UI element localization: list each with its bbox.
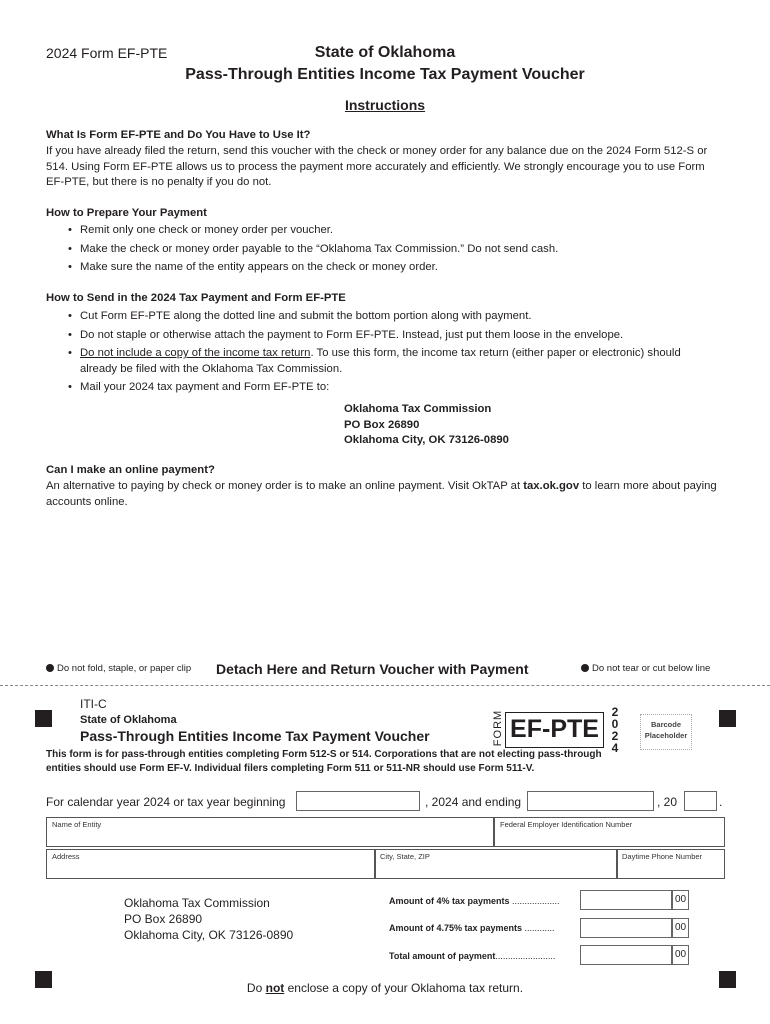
tax-year-end-input[interactable] bbox=[527, 791, 654, 811]
tax-year-century: , 20 bbox=[657, 795, 678, 809]
form-name-box bbox=[505, 712, 604, 748]
tax-year-label: For calendar year 2024 or tax year beginning bbox=[46, 795, 286, 809]
amount-total-input[interactable] bbox=[580, 945, 672, 965]
registration-mark bbox=[35, 710, 52, 727]
address-field[interactable] bbox=[46, 849, 375, 879]
online-heading: Can I make an online payment? bbox=[46, 464, 215, 476]
entity-name-label: Name of Entity bbox=[52, 820, 102, 829]
amount-4-cents[interactable]: 00 bbox=[672, 890, 689, 910]
voucher-title: Pass-Through Entities Income Tax Payment Voucher bbox=[80, 728, 430, 744]
list-item: • Do not staple or otherwise attach the payment to Form EF-PTE. Instead, just put them loose in the envelope. bbox=[68, 328, 624, 341]
list-item: • Make sure the name of the entity appears on the check or money order. bbox=[68, 261, 438, 273]
registration-mark bbox=[719, 710, 736, 727]
tax-year-suffix-input[interactable] bbox=[684, 791, 717, 811]
form-year: 2 0 2 4 bbox=[611, 705, 619, 755]
voucher-code: ITI-C bbox=[80, 697, 107, 711]
page-title: Pass-Through Entities Income Tax Payment Voucher bbox=[185, 66, 585, 83]
amount-4-input[interactable] bbox=[580, 890, 672, 910]
form-id: 2024 Form EF-PTE bbox=[46, 45, 168, 61]
prepare-heading: How to Prepare Your Payment bbox=[46, 207, 207, 219]
phone-label: Daytime Phone Number bbox=[622, 852, 703, 861]
what-is-heading: What Is Form EF-PTE and Do You Have to Use It? bbox=[46, 129, 311, 141]
voucher-notice: This form is for pass-through entities completing Form 512-S or 514. Corporations that are not electing pass-through entities should use Form EF-V. Individual filers completing Form 511 or 511-NR should use Form 511-V. bbox=[46, 749, 602, 774]
amount-total-label: Total amount of payment........................ bbox=[389, 951, 556, 961]
voucher-state: State of Oklahoma bbox=[80, 714, 177, 726]
detach-left-note: Do not fold, staple, or paper clip bbox=[46, 663, 191, 674]
send-list bbox=[46, 309, 726, 399]
prepare-list bbox=[46, 223, 726, 279]
amount-total-cents[interactable]: 00 bbox=[672, 945, 689, 965]
what-is-text: If you have already filed the return, send this voucher with the check or money order for any balance due on the 2024 Form 512-S or 514. Using Form EF-PTE allows us to process the payment more accurately and efficiently. We strongly encourage you to use Form EF-PTE, but there is no penalty if you do not. bbox=[46, 145, 708, 188]
amount-475-cents[interactable]: 00 bbox=[672, 918, 689, 938]
fein-label: Federal Employer Identification Number bbox=[500, 820, 633, 829]
instructions-heading: Instructions bbox=[344, 97, 426, 113]
city-state-zip-label: City, State, ZIP bbox=[380, 852, 430, 861]
entity-name-field[interactable] bbox=[46, 817, 494, 847]
bullet-icon bbox=[46, 664, 54, 672]
list-item: • Remit only one check or money order per voucher. bbox=[68, 224, 334, 236]
list-item: • Cut Form EF-PTE along the dotted line and submit the bottom portion along with payment. bbox=[68, 310, 532, 322]
voucher-mail-address: Oklahoma Tax Commission PO Box 26890 Oklahoma City, OK 73126-0890 bbox=[124, 896, 294, 942]
mailing-address: Oklahoma Tax Commission PO Box 26890 Oklahoma City, OK 73126-0890 bbox=[344, 403, 509, 446]
form-word: FORM bbox=[492, 709, 504, 747]
detach-right-note: Do not tear or cut below line bbox=[581, 663, 710, 674]
bullet-icon bbox=[581, 664, 589, 672]
barcode-placeholder: Barcode Placeholder bbox=[640, 714, 692, 750]
page-state: State of Oklahoma bbox=[314, 44, 456, 61]
cut-line bbox=[0, 685, 770, 686]
form-name: EF-PTE bbox=[510, 715, 599, 743]
amount-475-input[interactable] bbox=[580, 918, 672, 938]
amount-475-label: Amount of 4.75% tax payments ............ bbox=[389, 923, 555, 933]
list-item: • Mail your 2024 tax payment and Form EF-PTE to: bbox=[68, 381, 330, 393]
voucher-footer: Do not enclose a copy of your Oklahoma tax return. bbox=[246, 981, 524, 995]
online-link[interactable]: tax.ok.gov bbox=[523, 480, 580, 492]
detach-heading: Detach Here and Return Voucher with Payment bbox=[216, 661, 529, 677]
tax-year-period: . bbox=[719, 795, 723, 809]
send-heading: How to Send in the 2024 Tax Payment and Form EF-PTE bbox=[46, 292, 346, 304]
list-item: • Make the check or money order payable to the “Oklahoma Tax Commission.” Do not send cash. bbox=[68, 242, 559, 255]
list-item: • Do not include a copy of the income tax return. To use this form, the income tax return (either paper or electronic) should already be filed with the Oklahoma Tax Commission. bbox=[68, 347, 681, 375]
online-text: An alternative to paying by check or money order is to make an online payment. Visit OkTAP at tax.ok.gov to learn more about paying accounts online. bbox=[46, 480, 717, 508]
tax-year-and-ending: , 2024 and ending bbox=[425, 795, 522, 809]
amount-4-label: Amount of 4% tax payments ................... bbox=[389, 896, 560, 906]
address-label: Address bbox=[52, 852, 80, 861]
tax-year-begin-input[interactable] bbox=[296, 791, 420, 811]
